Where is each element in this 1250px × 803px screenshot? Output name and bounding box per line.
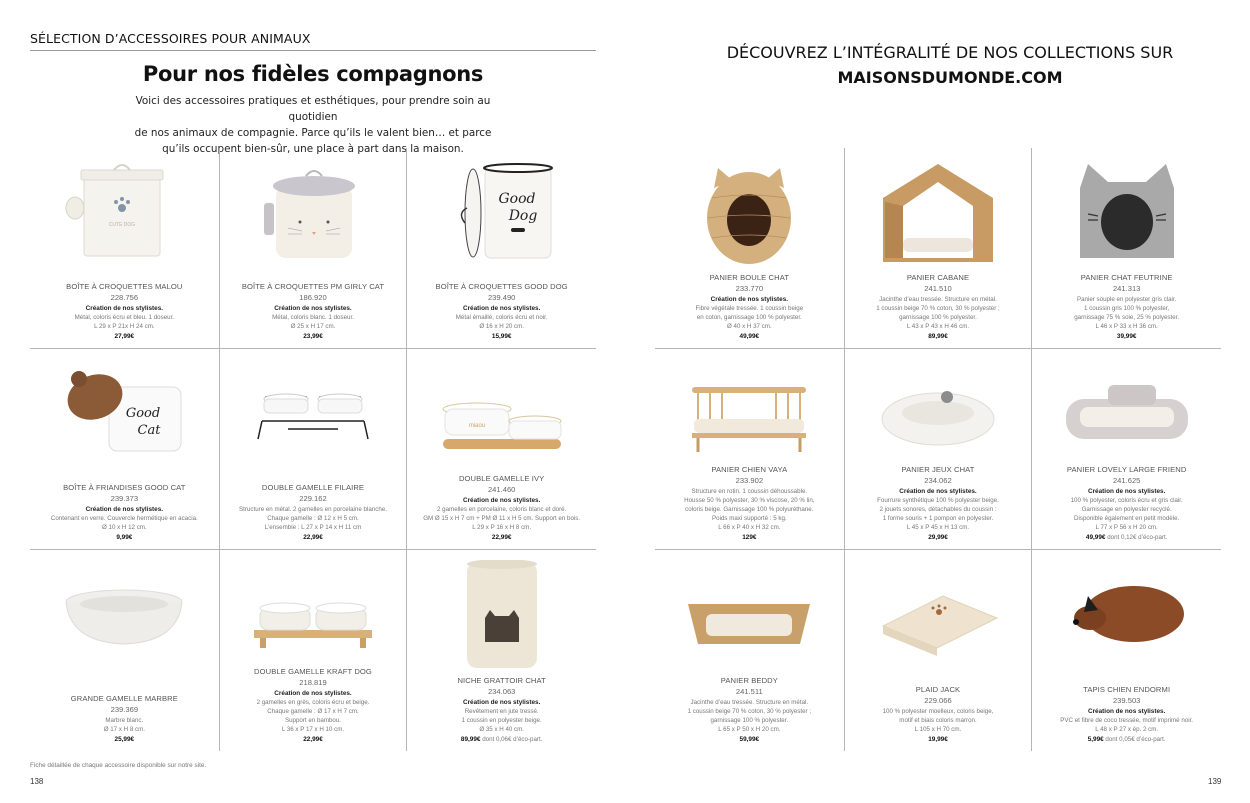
- product-desc: L 66 x P 40 x H 32 cm.: [718, 524, 781, 531]
- intro-line: qu’ils occupent bien-sûr, une place à part dans la maison.: [162, 143, 464, 155]
- product-desc: Panier souple en polyester gris clair.: [1076, 296, 1177, 303]
- product-creation: Création de nos stylistes.: [462, 496, 541, 504]
- cat-scratch-niche-icon: [437, 560, 567, 672]
- page-headline: Pour nos fidèles compagnons: [142, 62, 484, 86]
- product-price: 15,99€: [491, 333, 512, 340]
- product-desc: 100 % polyester moelleux, coloris beige,: [882, 708, 994, 715]
- product-price: 89,99€: [928, 333, 948, 340]
- product-ref: 229.162: [299, 494, 327, 503]
- eco-participation: dont 0,06€ d’éco-part.: [480, 736, 543, 743]
- product-name: PANIER JEUX CHAT: [901, 464, 975, 474]
- product-name: DOUBLE GAMELLE IVY: [458, 473, 545, 483]
- product-name: GRANDE GAMELLE MARBRE: [70, 694, 178, 703]
- product-ref: 241.313: [1112, 284, 1141, 293]
- product-desc: Jacinthe d’eau tressée. Structure en métal.: [879, 296, 997, 303]
- svg-text:CUTE DOG: CUTE DOG: [109, 222, 136, 228]
- product-desc: 1 forme souris + 1 pompon en polyester.: [882, 515, 994, 522]
- product-ref: 233.902: [735, 476, 764, 485]
- product-ref: 229.066: [924, 696, 952, 705]
- product-creation: Création de nos stylistes.: [85, 304, 164, 312]
- product-desc: Ø 25 x H 17 cm.: [290, 323, 336, 330]
- product-price: 22,99€: [491, 534, 512, 541]
- product-desc: L 65 x P 50 x H 20 cm.: [718, 726, 781, 733]
- product-desc: L’ensemble : L 27 x P 14 x H 11 cm: [264, 524, 362, 531]
- product-desc: Revêtement en jute tressé.: [464, 708, 539, 715]
- product-name: DOUBLE GAMELLE KRAFT DOG: [254, 666, 372, 676]
- eco-participation: dont 0,12€ d’éco-part.: [1105, 534, 1168, 541]
- product-card[interactable]: [219, 550, 408, 751]
- product-ref: 186.920: [299, 292, 327, 302]
- product-creation: Création de nos stylistes.: [1087, 707, 1166, 715]
- product-price: 49,99€: [739, 333, 760, 340]
- svg-text:Dog: Dog: [508, 208, 537, 224]
- product-price: 9,99€: [116, 534, 133, 541]
- product-desc: Ø 35 x H 40 cm.: [479, 726, 525, 733]
- product-desc: Garnissage en polyester recyclé.: [1081, 506, 1172, 513]
- product-desc: L 105 x H 70 cm.: [914, 726, 962, 733]
- product-desc: Disponible également en petit modèle.: [1074, 515, 1180, 522]
- product-ref: 234.062: [924, 475, 952, 485]
- svg-text:Good: Good: [498, 191, 536, 207]
- product-name: PANIER LOVELY LARGE FRIEND: [1066, 464, 1187, 474]
- product-card[interactable]: [1032, 148, 1221, 349]
- product-price: 49,99€ dont 0,12€ d’éco-part.: [1085, 534, 1168, 541]
- svg-text:miaou: miaou: [468, 423, 485, 429]
- product-card[interactable]: [407, 550, 596, 751]
- product-desc: Ø 17 x H 8 cm.: [103, 726, 145, 733]
- product-desc: Chaque gamelle : Ø 17 x H 7 cm.: [267, 708, 359, 715]
- product-card[interactable]: [655, 148, 844, 349]
- product-desc: 100 % polyester, coloris écru et gris clair.: [1070, 497, 1183, 504]
- product-desc: L 77 x P 56 x H 20 cm.: [1095, 524, 1158, 531]
- product-card[interactable]: [30, 349, 219, 550]
- product-price: 27,99€: [114, 333, 135, 340]
- product-creation: Création de nos stylistes.: [274, 304, 352, 312]
- product-price: 25,99€: [114, 736, 135, 743]
- woven-cat-ball-icon: [684, 158, 814, 270]
- section-label: SÉLECTION D’ACCESSOIRES POUR ANIMAUX: [30, 31, 311, 46]
- product-desc: Poids maxi supporté : 5 kg.: [712, 515, 787, 522]
- product-name: PANIER CHIEN VAYA: [711, 465, 788, 474]
- good-cat-jar-icon: [59, 359, 189, 471]
- product-desc: garnissage 100 % polyester.: [710, 717, 789, 724]
- website-link[interactable]: MAISONSDUMONDE.COM: [837, 68, 1063, 87]
- product-card[interactable]: [219, 148, 408, 349]
- kraft-double-bowl-icon: [248, 560, 378, 672]
- page-number: 138: [30, 777, 44, 786]
- product-price: 22,99€: [303, 736, 323, 743]
- product-grid-right: [655, 148, 1221, 751]
- product-ref: 241.511: [735, 687, 763, 696]
- cta-text: DÉCOUVREZ L’INTÉGRALITÉ DE NOS COLLECTIONS SUR: [726, 43, 1174, 62]
- marble-bowl-icon: [59, 560, 189, 672]
- ivy-double-bowl-icon: [437, 359, 567, 471]
- rattan-dog-sofa-icon: [684, 359, 814, 471]
- product-ref: 241.510: [924, 284, 952, 293]
- page-number: 139: [1208, 777, 1222, 786]
- product-card[interactable]: [30, 550, 219, 751]
- product-desc: L 36 x P 17 x H 10 cm.: [281, 726, 345, 733]
- product-card[interactable]: [655, 550, 844, 751]
- product-card[interactable]: [219, 349, 408, 550]
- product-card[interactable]: [1032, 550, 1221, 751]
- product-desc: L 43 x P 43 x H 46 cm.: [906, 323, 970, 330]
- product-desc: garnissage 100 % polyester.: [899, 314, 977, 321]
- product-name: BOÎTE À CROQUETTES MALOU: [66, 281, 183, 291]
- lovely-dog-bed-icon: [1062, 359, 1192, 471]
- product-name: PANIER CHAT FEUTRINE: [1080, 273, 1173, 282]
- product-desc: PVC et fibre de coco tressée, motif imprimé noir.: [1060, 717, 1194, 724]
- intro-line: Voici des accessoires pratiques et esthétiques, pour prendre soin au quotidien: [135, 95, 491, 123]
- product-desc: Métal émaillé, coloris écru et noir.: [455, 314, 548, 321]
- product-ref: 239.490: [487, 292, 516, 302]
- product-desc: 2 gamelles en grès, coloris écru et beige.: [256, 699, 370, 706]
- product-desc: Fourrure synthétique 100 % polyester beige.: [877, 497, 999, 504]
- good-dog-tin-icon: [437, 158, 567, 270]
- product-desc: en coton, garnissage 100 % polyester.: [696, 314, 802, 321]
- felt-cat-basket-icon: [1062, 158, 1192, 270]
- product-name: PANIER BEDDY: [720, 676, 778, 685]
- product-ref: 239.369: [110, 705, 139, 714]
- cat-tin-icon: [248, 158, 378, 270]
- eco-participation: dont 0,05€ d’éco-part.: [1103, 736, 1166, 743]
- product-name: DOUBLE GAMELLE FILAIRE: [261, 483, 365, 492]
- kibble-box-icon: [59, 158, 189, 270]
- product-creation: Création de nos stylistes.: [710, 295, 789, 303]
- product-creation: Création de nos stylistes.: [85, 505, 164, 513]
- product-ref: 234.063: [487, 686, 516, 696]
- website-cta: [685, 40, 1215, 90]
- product-name: PLAID JACK: [915, 685, 961, 694]
- product-desc: Fibre végétale tressée. 1 coussin beige: [695, 305, 804, 312]
- product-desc: Housse 50 % polyester, 30 % viscose, 20 % lin,: [684, 497, 815, 504]
- intro-line: de nos animaux de compagnie. Parce qu’ils le valent bien… et parce: [134, 127, 492, 139]
- product-desc: L 46 x P 33 x H 36 cm.: [1095, 323, 1158, 330]
- product-ref: 239.503: [1112, 695, 1141, 705]
- product-desc: Ø 40 x H 37 cm.: [726, 323, 772, 330]
- product-ref: 241.625: [1112, 475, 1141, 485]
- sleeping-dog-mat-icon: [1062, 560, 1192, 672]
- product-desc: garnissage 75 % soie, 25 % polyester.: [1074, 314, 1180, 321]
- product-desc: Métal, coloris blanc. 1 doseur.: [272, 314, 354, 321]
- product-price: 19,99€: [928, 736, 948, 743]
- product-desc: Ø 10 x H 12 cm.: [101, 524, 147, 531]
- product-desc: 1 coussin en polyester beige.: [461, 717, 542, 724]
- product-desc: Structure en rotin. 1 coussin déhoussable.: [691, 488, 808, 495]
- product-desc: Structure en métal. 2 gamelles en porcelaine blanche.: [239, 506, 387, 513]
- product-price: 59,99€: [739, 736, 760, 743]
- product-desc: Métal, coloris écru et bleu. 1 doseur.: [74, 314, 175, 321]
- product-price: 29,99€: [928, 534, 948, 541]
- product-name: NICHE GRATTOIR CHAT: [457, 675, 546, 685]
- product-desc: Contenant en verre. Couvercle hermétique en acacia.: [50, 515, 198, 522]
- product-desc: Ø 16 x H 20 cm.: [479, 323, 525, 330]
- product-ref: 218.819: [299, 677, 327, 687]
- product-desc: L 29 x P 16 x H 8 cm.: [472, 524, 532, 531]
- woven-cabin-icon: [873, 158, 1003, 270]
- svg-text:Cat: Cat: [137, 423, 161, 438]
- woven-basket-bed-icon: [684, 560, 814, 672]
- wire-double-bowl-icon: [248, 359, 378, 471]
- product-ref: 233.770: [735, 283, 764, 293]
- product-creation: Création de nos stylistes.: [462, 698, 541, 706]
- product-price: 22,99€: [303, 534, 323, 541]
- product-desc: Chaque gamelle : Ø 12 x H 5 cm.: [267, 515, 359, 522]
- product-desc: 2 gamelles en porcelaine, coloris blanc et doré.: [437, 506, 567, 513]
- product-name: TAPIS CHIEN ENDORMI: [1083, 684, 1171, 694]
- product-creation: Création de nos stylistes.: [462, 304, 541, 312]
- product-price: 39,99€: [1116, 333, 1137, 340]
- product-desc: Marbre blanc.: [105, 717, 144, 724]
- product-desc: GM Ø 15 x H 7 cm + PM Ø 11 x H 5 cm. Support en bois.: [423, 515, 581, 522]
- product-name: PANIER CABANE: [906, 273, 970, 282]
- product-grid-left: [30, 148, 596, 751]
- svg-text:Good: Good: [126, 406, 161, 421]
- product-card[interactable]: [407, 148, 596, 349]
- product-card[interactable]: [30, 148, 219, 349]
- product-desc: L 29 x P 21x H 24 cm.: [94, 323, 155, 330]
- folded-plaid-icon: [873, 560, 1003, 672]
- product-desc: coloris beige. Garnissage 100 % polyuréthane.: [685, 506, 814, 513]
- product-desc: motif et biais coloris marron.: [899, 717, 977, 724]
- product-name: BOÎTE À CROQUETTES PM GIRLY CAT: [241, 281, 385, 291]
- product-desc: 1 coussin beige 70 % coton, 30 % polyester ;: [687, 708, 812, 715]
- product-price: 23,99€: [303, 333, 323, 340]
- product-desc: L 45 x P 45 x H 13 cm.: [906, 524, 970, 531]
- product-creation: Création de nos stylistes.: [274, 689, 352, 697]
- product-ref: 239.373: [110, 493, 139, 503]
- product-desc: Support en bambou.: [284, 717, 342, 724]
- product-name: PANIER BOULE CHAT: [709, 272, 790, 282]
- product-desc: 1 coussin beige 70 % coton, 30 % polyester ;: [876, 305, 1000, 312]
- product-creation: Création de nos stylistes.: [1087, 487, 1166, 495]
- product-name: BOÎTE À CROQUETTES GOOD DOG: [435, 281, 568, 291]
- right-page: [625, 0, 1250, 803]
- product-desc: 2 jouets sonores, détachables du coussin :: [879, 506, 997, 513]
- product-card[interactable]: [655, 349, 844, 550]
- product-card[interactable]: [844, 550, 1033, 751]
- product-ref: 228.756: [110, 292, 139, 302]
- product-price: 5,99€ dont 0,05€ d’éco-part.: [1087, 736, 1166, 743]
- product-card[interactable]: [407, 349, 596, 550]
- product-desc: L 48 x P 27 x ép. 2 cm.: [1095, 726, 1159, 733]
- product-price: 129€: [742, 534, 757, 541]
- plush-cat-bed-icon: [873, 359, 1003, 471]
- product-ref: 241.460: [487, 484, 516, 494]
- product-price: 89,99€ dont 0,06€ d’éco-part.: [460, 736, 543, 743]
- product-name: BOÎTE À FRIANDISES GOOD CAT: [63, 482, 186, 492]
- section-divider: [30, 50, 596, 51]
- product-creation: Création de nos stylistes.: [899, 487, 977, 495]
- product-card[interactable]: [844, 148, 1033, 349]
- footnote: Fiche détaillée de chaque accessoire disponible sur notre site.: [30, 762, 207, 769]
- product-card[interactable]: [844, 349, 1033, 550]
- product-desc: 1 coussin gris 100 % polyester,: [1084, 305, 1170, 312]
- product-card[interactable]: [1032, 349, 1221, 550]
- product-desc: Jacinthe d’eau tressée. Structure en métal.: [690, 699, 809, 706]
